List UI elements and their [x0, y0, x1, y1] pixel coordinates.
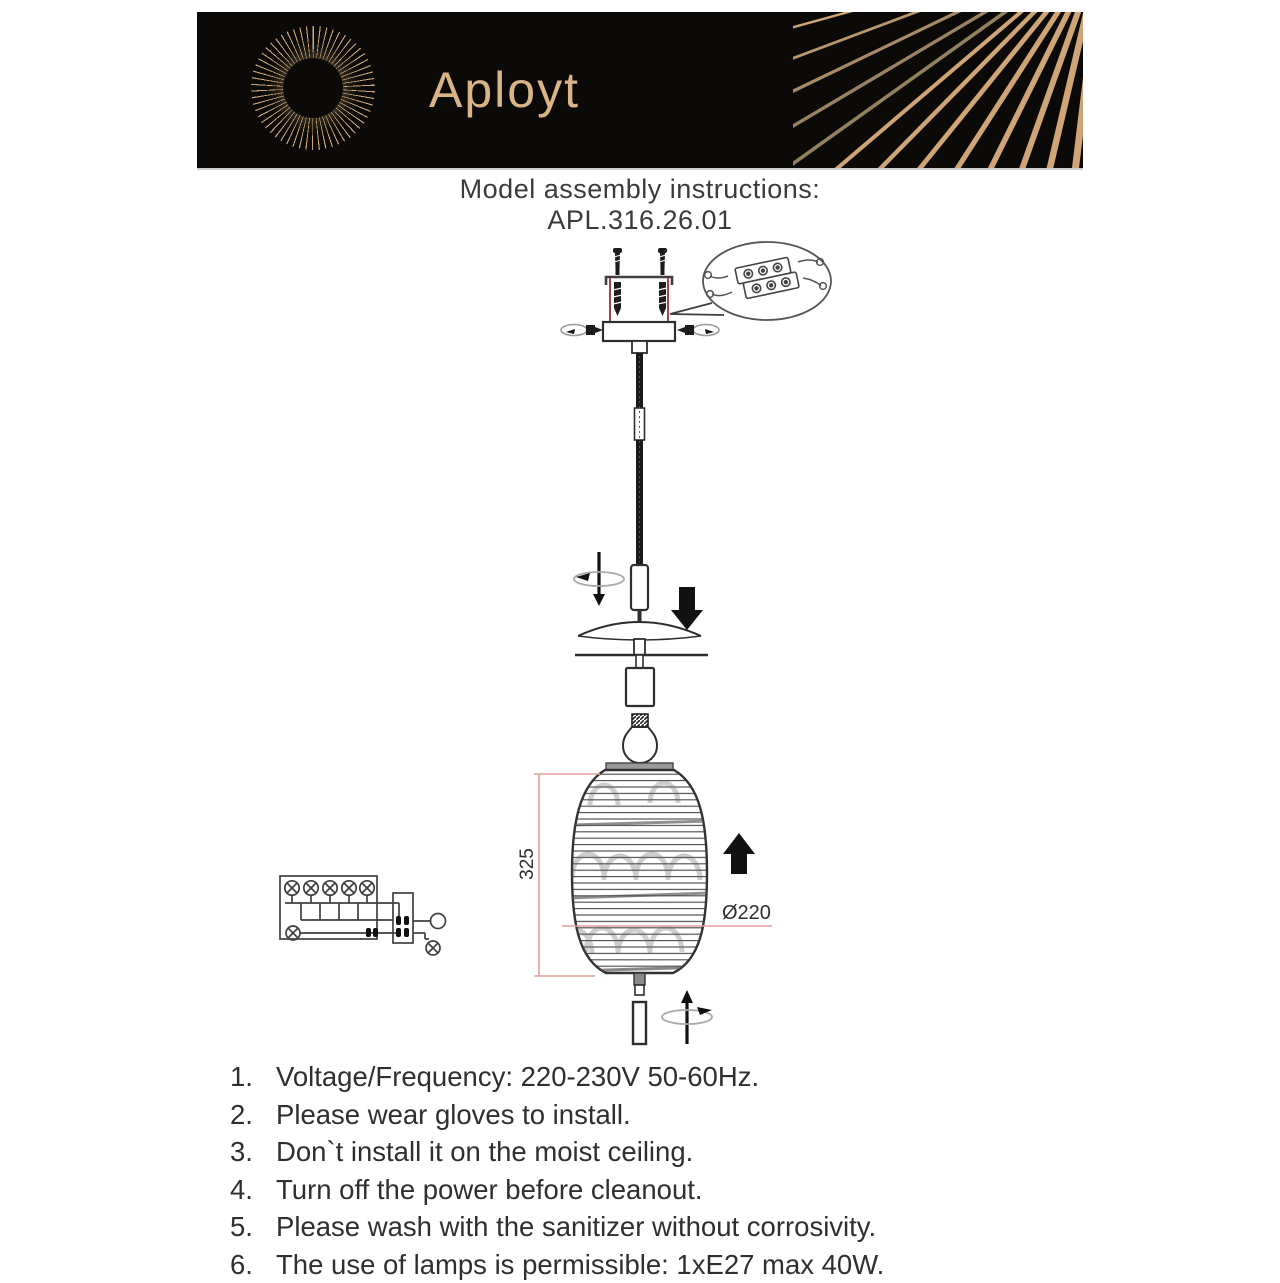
list-item [222, 1058, 1122, 1096]
item-text: Please wash with the sanitizer without corrosivity. [276, 1208, 1122, 1246]
cord-grip [631, 565, 648, 610]
item-number: 3. [222, 1133, 276, 1171]
up-arrow-icon [681, 990, 693, 1003]
switch-symbol [431, 914, 446, 929]
list-item [222, 1171, 1122, 1209]
dimension-height-label: 325 [517, 848, 538, 880]
assembly-diagram [500, 240, 840, 1052]
item-number: 1. [222, 1058, 276, 1096]
side-screw-left [561, 325, 603, 336]
list-item [222, 1208, 1122, 1246]
item-text: The use of lamps is permissible: 1xE27 max 40W. [276, 1246, 1122, 1283]
brand-banner [197, 12, 1083, 170]
up-arrow-icon [723, 833, 755, 874]
wiring-diagram [270, 860, 480, 972]
item-number: 4. [222, 1171, 276, 1209]
dimension-diameter-label: Ø220 [722, 902, 771, 924]
sunburst-core [283, 58, 343, 118]
item-text: Please wear gloves to install. [276, 1096, 1122, 1134]
list-item [222, 1133, 1122, 1171]
item-text: Don`t install it on the moist ceiling. [276, 1133, 1122, 1171]
lampshade [560, 763, 710, 985]
screw-icon [613, 248, 622, 275]
ceiling-screws [613, 248, 667, 316]
list-item [222, 1246, 1122, 1283]
bottom-finial [633, 985, 646, 1044]
terminal-block-callout [670, 242, 831, 320]
suspension-cable [635, 353, 645, 565]
corner-rays-decoration [793, 12, 1083, 168]
side-screw-right [677, 325, 719, 336]
screw-icon [658, 248, 667, 275]
title-block [0, 174, 1280, 236]
page-title: Model assembly instructions: [0, 174, 1280, 205]
lamp-socket [626, 668, 654, 706]
item-number: 2. [222, 1096, 276, 1134]
model-number: APL.316.26.01 [0, 205, 1280, 236]
list-item [222, 1096, 1122, 1134]
item-text: Voltage/Frequency: 220-230V 50-60Hz. [276, 1058, 1122, 1096]
instruction-list [222, 1058, 1122, 1283]
lamp-symbols [285, 881, 374, 895]
down-arrow-icon [593, 594, 605, 606]
down-arrow-icon [671, 587, 703, 630]
item-number: 5. [222, 1208, 276, 1246]
rotate-cord-grip [574, 552, 624, 606]
ceiling-canopy [603, 322, 675, 353]
brand-name: Aployt [429, 62, 580, 118]
light-bulb-icon [623, 714, 657, 763]
item-number: 6. [222, 1246, 276, 1283]
item-text: Turn off the power before cleanout. [276, 1171, 1122, 1209]
wall-anchor-icon [658, 282, 667, 316]
wall-anchor-icon [613, 282, 622, 316]
rotate-finial [662, 990, 712, 1044]
